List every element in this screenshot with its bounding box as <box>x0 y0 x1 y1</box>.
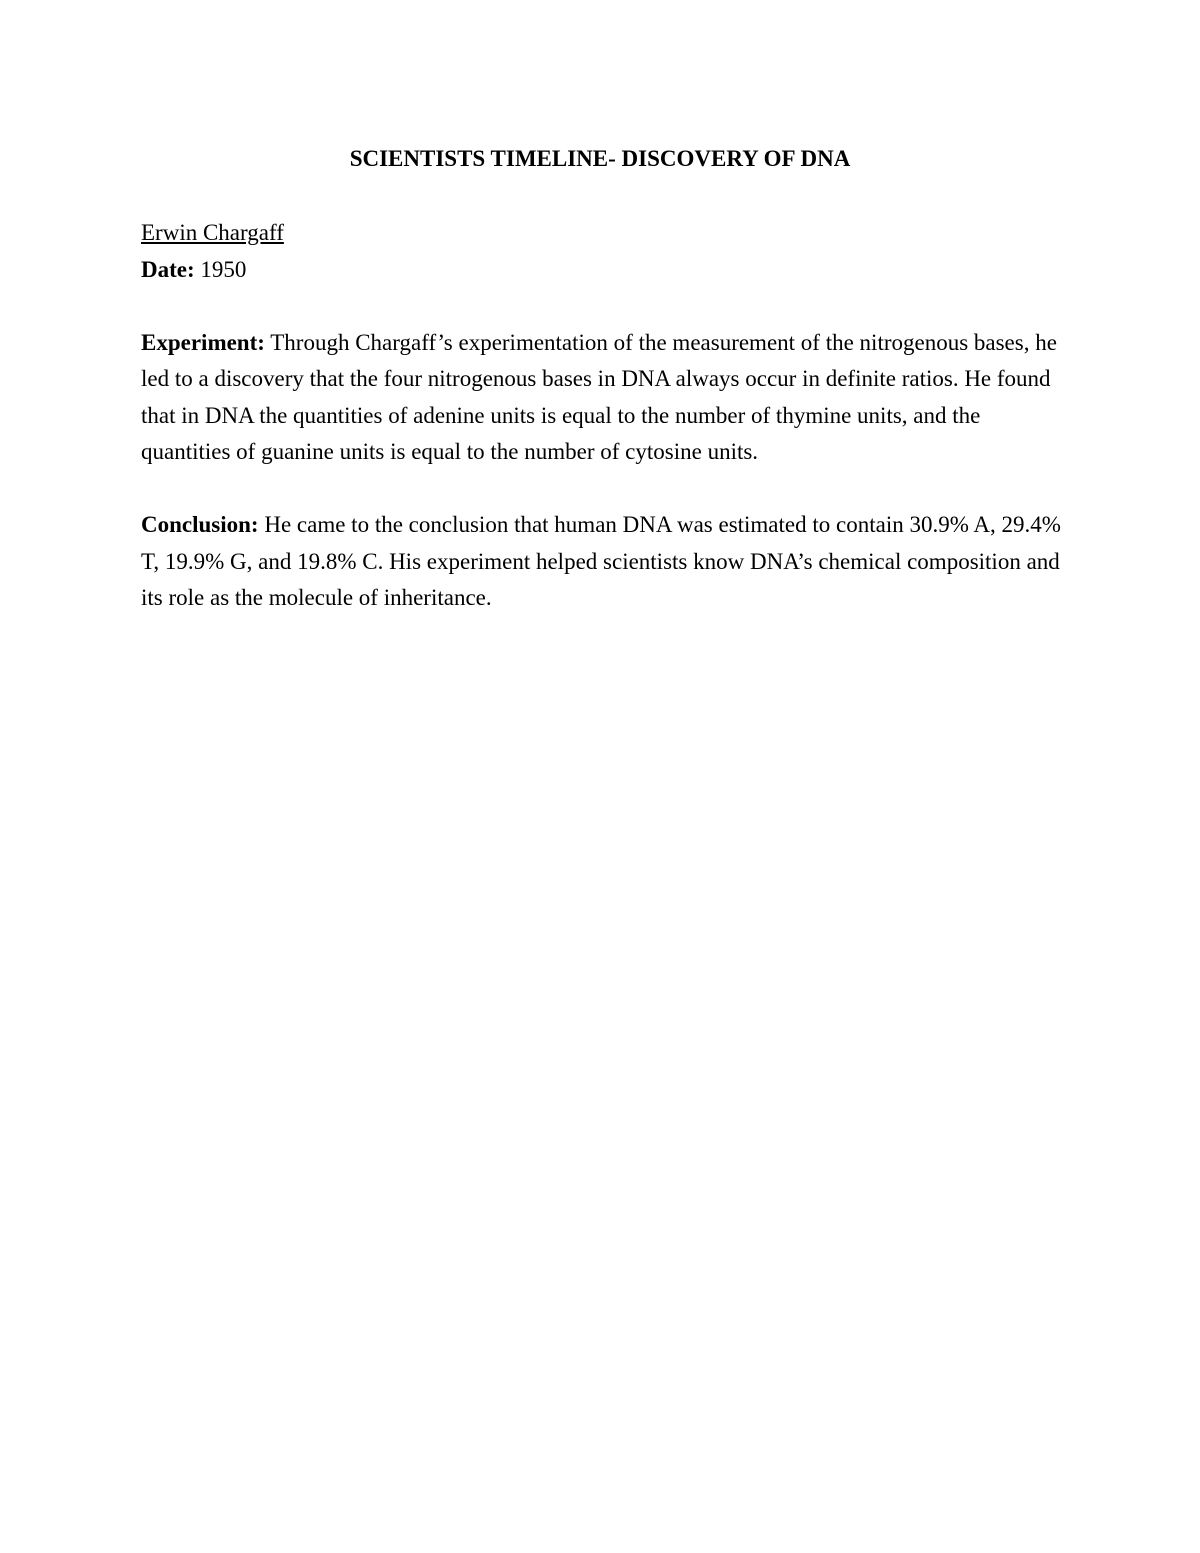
conclusion-text: He came to the conclusion that human DNA was estimated to contain 30.9% A, 29.4% T, 19.9% G, and 19.8% C. His experiment helped scientists know DNA’s chemical composition and its role as the molecule of inheritance. <box>141 512 1061 610</box>
experiment-text: Through Chargaff’s experimentation of the measurement of the nitrogenous bases, he led to a discovery that the four nitrogenous bases in DNA always occur in definite ratios. He found that in DNA the quantities of adenine units is equal to the number of thymine units, and the quantities of guanine units is equal to the number of cytosine units. <box>141 329 1057 464</box>
date-value: 1950 <box>194 256 247 282</box>
paragraph-gap <box>141 471 1061 508</box>
experiment-paragraph <box>141 325 1061 471</box>
date-line <box>141 252 1061 289</box>
scientist-name: Erwin Chargaff <box>141 220 284 245</box>
document-title: SCIENTISTS TIMELINE- DISCOVERY OF DNA <box>349 146 851 171</box>
date-label: Date: <box>141 256 195 282</box>
conclusion-label: Conclusion: <box>141 512 259 537</box>
experiment-label: Experiment: <box>141 329 265 355</box>
conclusion-paragraph <box>141 507 1061 617</box>
paragraph-gap <box>141 288 1061 325</box>
scientist-entry <box>141 215 1061 617</box>
